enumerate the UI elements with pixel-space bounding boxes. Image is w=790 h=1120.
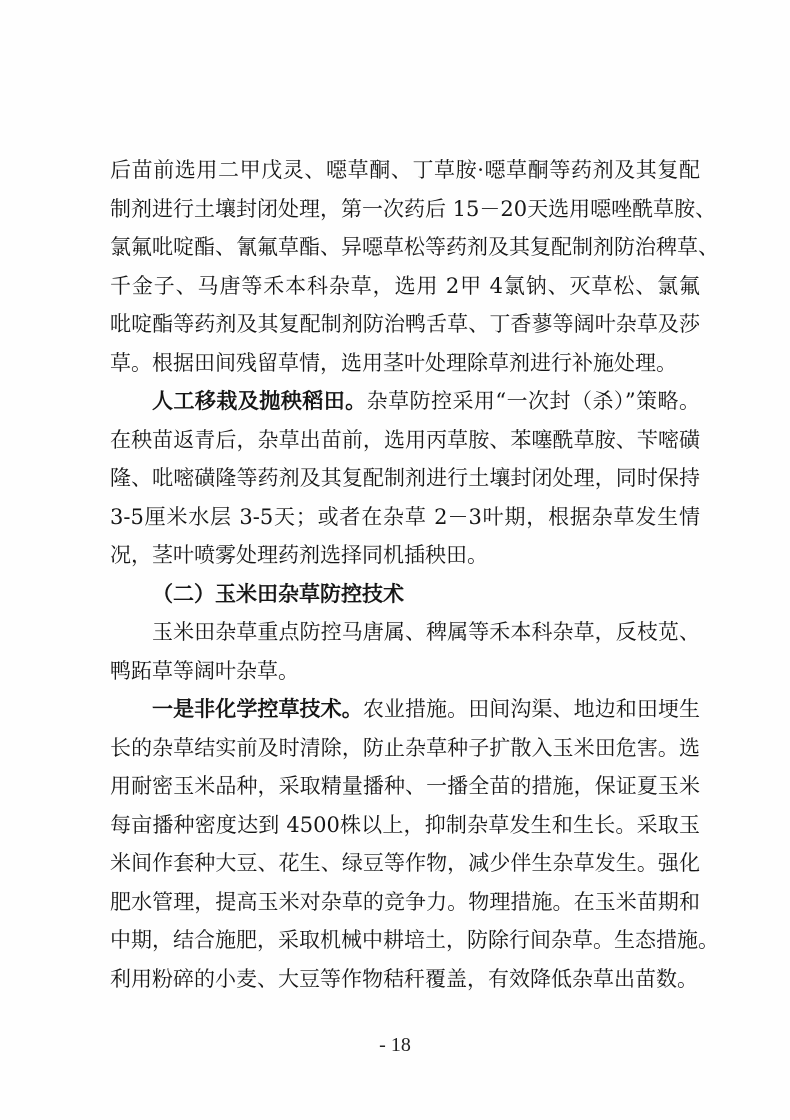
paragraph-lead: 一是非化学控草技术。 (152, 696, 363, 721)
text-line: 中期，结合施肥，采取机械中耕培土，防除行间杂草。生态措施。 (110, 928, 719, 952)
text-line (110, 382, 700, 421)
text-line: 肥水管理，提高玉米对杂草的竞争力。物理措施。在玉米苗期和 (110, 889, 700, 914)
text-line: 千金子、马唐等禾本科杂草，选用 2甲 4氯钠、灭草松、氯氟 (110, 273, 700, 298)
text-line: 况，茎叶喷雾处理药剂选择同机插秧田。 (110, 543, 488, 567)
text-line: 利用粉碎的小麦、大豆等作物秸秆覆盖，有效降低杂草出苗数。 (110, 966, 698, 991)
text-line: 玉米田杂草重点防控马唐属、稗属等禾本科杂草，反枝苋、 (152, 620, 700, 644)
paragraph-non-chemical-control (110, 690, 719, 998)
text-line: 米间作套种大豆、花生、绿豆等作物，减少伴生杂草发生。强化 (110, 851, 700, 875)
paragraph-corn-weeds (110, 613, 700, 690)
text-line: 3-5厘米水层 3-5天；或者在杂草 2－3叶期，根据杂草发生情 (110, 504, 700, 529)
page-number: - 18 (379, 1034, 411, 1056)
document-body (110, 151, 719, 998)
text-line: 吡啶酯等药剂及其复配制剂防治鸭舌草、丁香蓼等阔叶杂草及莎 (110, 312, 700, 336)
text-line: 制剂进行土壤封闭处理，第一次药后 15－20天选用噁唑酰草胺、 (110, 196, 717, 221)
text-line: 后苗前选用二甲戊灵、噁草酮、丁草胺·噁草酮等药剂及其复配 (110, 158, 700, 182)
paragraph-lead-rest: 农业措施。田间沟渠、地边和田埂生 (362, 697, 701, 721)
text-line: 用耐密玉米品种，采取精量播种、一播全苗的措施，保证夏玉米 (110, 774, 700, 798)
paragraph-transplanted-rice (110, 382, 700, 575)
text-line: 隆、吡嘧磺隆等药剂及其复配制剂进行土壤封闭处理，同时保持 (110, 466, 700, 490)
text-line: 在秧苗返青后，杂草出苗前，选用丙草胺、苯噻酰草胺、苄嘧磺 (110, 427, 700, 452)
text-line (110, 690, 700, 729)
section-heading: （二）玉米田杂草防控技术 (152, 580, 404, 606)
text-line: 草。根据田间残留草情，选用茎叶处理除草剂进行补施处理。 (110, 350, 677, 375)
text-line: 每亩播种密度达到 4500株以上，抑制杂草发生和生长。采取玉 (110, 812, 700, 837)
paragraph-lead: 人工移栽及抛秧稻田。 (152, 388, 367, 413)
text-line: 鸭跖草等阔叶杂草。 (110, 658, 299, 683)
text-line: 氯氟吡啶酯、氰氟草酯、异噁草松等药剂及其复配制剂防治稗草、 (110, 235, 719, 259)
text-line: 长的杂草结实前及时清除，防止杂草种子扩散入玉米田危害。选 (110, 735, 700, 760)
paragraph-rice-direct-seeding (110, 151, 719, 382)
paragraph-lead-rest: 杂草防控采用“一次封（杀）”策略。 (366, 389, 700, 413)
